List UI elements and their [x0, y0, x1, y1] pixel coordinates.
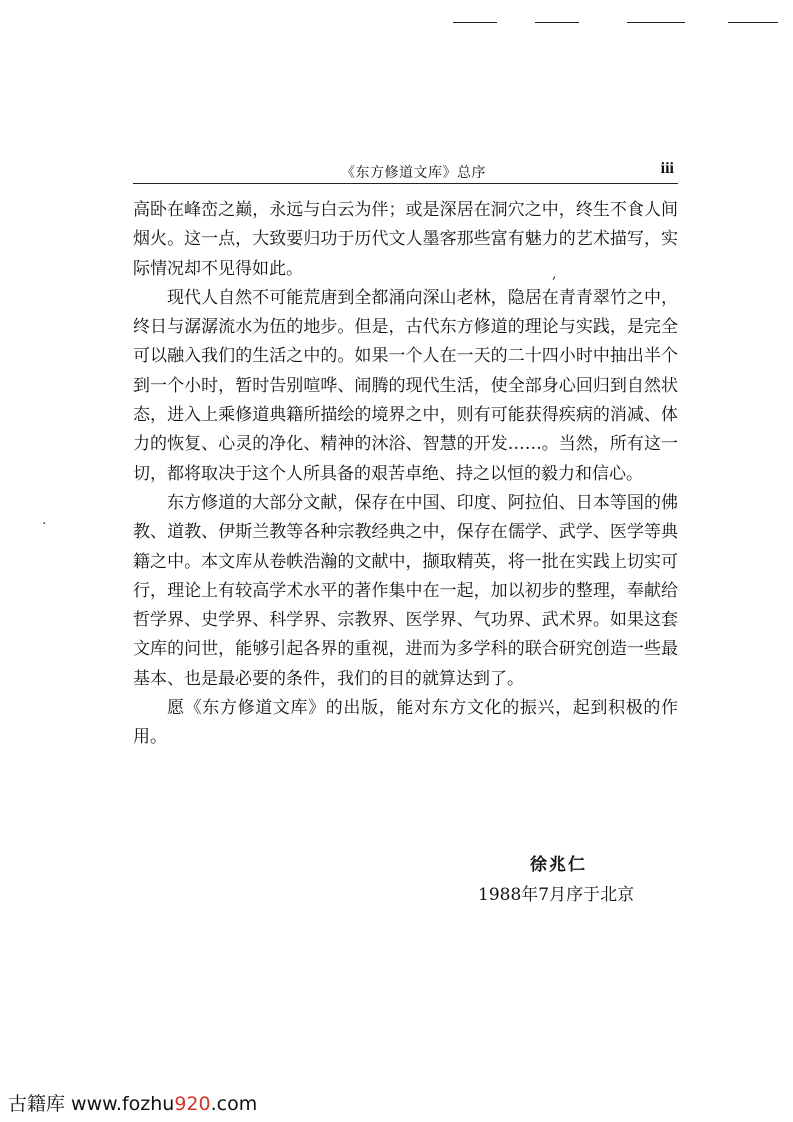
- site-watermark: [8, 1089, 257, 1116]
- running-header: [133, 160, 678, 182]
- page-number: iii: [660, 160, 674, 177]
- scan-speck: .: [42, 512, 47, 528]
- watermark-number: 920: [174, 1093, 211, 1115]
- watermark-suffix: .com: [210, 1093, 258, 1115]
- header-title: 《东方修道文库》总序: [341, 165, 486, 181]
- author-signature: 徐兆仁: [530, 855, 587, 875]
- scan-speck: ,: [552, 266, 557, 282]
- top-rule-3: [627, 22, 685, 23]
- top-rule-2: [535, 22, 579, 23]
- body-text: [133, 196, 678, 753]
- paragraph-1: 高卧在峰峦之巅，永远与白云为伴；或是深居在洞穴之中，终生不食人间烟火。这一点，大致要归功于历代文人墨客那些富有魅力的艺术描写，实际情况却不见得如此。: [133, 200, 678, 279]
- signature-date: 1988年7月序于北京: [478, 885, 635, 905]
- header-rule: [133, 183, 678, 184]
- paragraph-3: 东方修道的大部分文献，保存在中国、印度、阿拉伯、日本等国的佛教、道教、伊斯兰教等各种宗教经典之中，保存在儒学、武学、医学等典籍之中。本文库从卷帙浩瀚的文献中，撷取精英，将一批在实践上切实可行，理论上有较高学术水平的著作集中在一起，加以初步的整理，奉献给哲学界、史学界、科学界、宗教界、医学界、气功界、武术界。如果这套文库的问世，能够引起各界的重视，进而为多学科的联合研究创造一些最基本、也是最必要的条件，我们的目的就算达到了。: [133, 492, 678, 689]
- top-rule-1: [453, 22, 497, 23]
- top-rule-4: [728, 22, 778, 23]
- paragraph-2: 现代人自然不可能荒唐到全都涌向深山老林，隐居在青青翠竹之中，终日与潺潺流水为伍的地步。但是，古代东方修道的理论与实践，是完全可以融入我们的生活之中的。如果一个人在一天的二十四小时中抽出半个到一个小时，暂时告别喧哗、闹腾的现代生活，使全部身心回归到自然状态，进入上乘修道典籍所描绘的境界之中，则有可能获得疾病的消减、体力的恢复、心灵的净化、精神的沐浴、智慧的开发……。当然，所有这一切，都将取决于这个人所具备的艰苦卓绝、持之以恒的毅力和信心。: [133, 287, 678, 484]
- paragraph-4: 愿《东方修道文库》的出版，能对东方文化的振兴，起到积极的作用。: [133, 698, 678, 748]
- watermark-prefix: 古籍库 www.fozhu: [8, 1093, 175, 1115]
